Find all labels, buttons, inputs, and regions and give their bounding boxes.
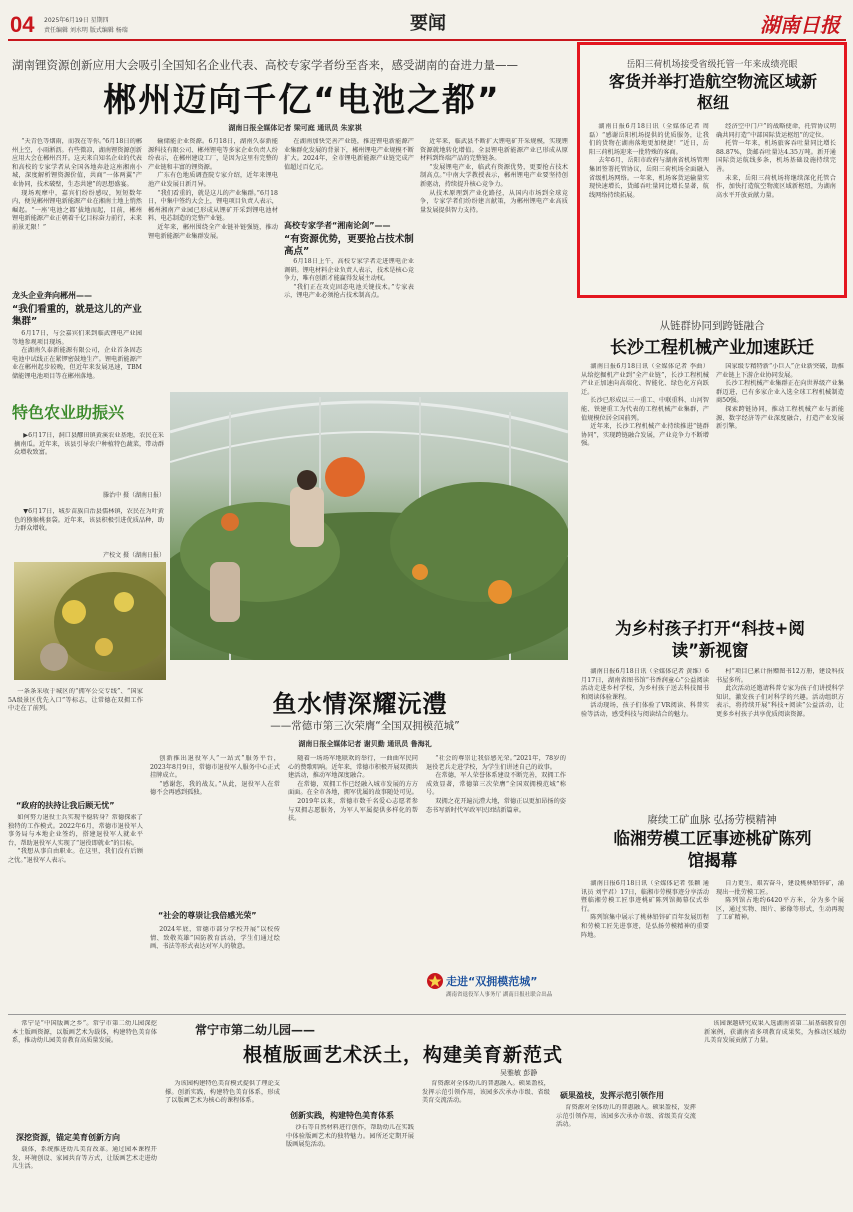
bottom-col2 xyxy=(165,1080,280,1206)
airport-title: 客货并举打造航空物流区域新枢纽 xyxy=(608,72,817,112)
lead-col3a xyxy=(284,138,414,218)
fruit-illustration xyxy=(14,562,166,680)
bottom-sub2: 创新实践，构建特色美育体系 xyxy=(290,1111,394,1120)
photo-caption2-text: ▼6月17日，城步苗族自治县儒林镇，农民在为叶黄色的猕猴桃套袋。近年来，该县积极引进优质品种，助力群众增收。 xyxy=(14,508,164,533)
bottom-kicker: 常宁市第二幼儿园—— xyxy=(195,1023,316,1037)
fish-col4-p1: “社会的尊崇让我倍感光荣。”2021年，78岁的退役老兵走进学校，为学生们讲述自己的故事。 xyxy=(426,755,566,771)
museum-kicker: 赓续工矿血脉 弘扬劳模精神 xyxy=(647,814,777,826)
bottom-byline: 吴雅敏 彭静 xyxy=(500,1069,538,1077)
lead-col3b xyxy=(284,258,414,388)
kids-col1 xyxy=(581,668,709,780)
lead-col1b xyxy=(12,330,142,390)
airport-col2-p1: 经济空中门户”的战略使命，托管协议明确共同打造“中部国际货运枢纽”的定位。 xyxy=(716,123,836,139)
kids-col2-p2: 此次活动还邀请科普专家为孩子们讲授科学知识，激发孩子们对科学的兴趣。活动组织方表示，将持续开展“科技+阅读”公益活动，让更多乡村孩子共享优质阅读资源。 xyxy=(716,685,844,718)
lead-sub1 xyxy=(12,290,142,328)
greenhouse-illustration xyxy=(170,392,568,660)
fish-sub2: “社会的尊崇让我倍感光荣” xyxy=(158,911,257,920)
photo-credit1: 滕治中 摄（湖南日报） xyxy=(103,492,165,499)
fish-col2-p2: “感谢您，我的战友。”从此，退役军人在常德不会再感到孤独。 xyxy=(150,780,280,797)
bottom-sub1: 深挖资源，锚定美育创新方向 xyxy=(16,1133,120,1142)
kids-col1-p1: 湖南日报6月18日讯（全媒体记者 黄维）6月17日，湖南省图书馆“书香润童心”公益阅读活动走进乡村学校，为乡村孩子送去科技图书和阅读体验课程。 xyxy=(581,668,709,701)
fish-col1-p1: 一条条采收于城区的“拥军公交专线”、“国家5A级景区优先入口”等标志，让常德在双拥工作中走在了前列。 xyxy=(8,688,143,713)
bottom-col4 xyxy=(422,1080,550,1206)
fish-col3-p2: 在常德，双拥工作已经融入城市发展的方方面面。在全市各地，拥军优属的故事随处可见。 xyxy=(288,780,418,797)
lead-col1-p2: 现场观摩中，嘉宾们纷纷感叹，短短数年内，便见郴州锂电新能源产业在湘南土地上悄然崛起。“一座‘电池之都’拔地而起，目前，郴州锂电新能源产业正朝着千亿目标奋力前行，未来前景无限！” xyxy=(12,189,142,231)
lead-col3-p1: 在湖南加快完善产业链，推进锂电新能源产业集群化发展的背景下，郴州锂电产业规模不断扩大。2024年，全市锂电新能源产业链完成产值超过百亿元。 xyxy=(284,138,414,171)
lead-byline: 湖南日报全媒体记者 梁可庭 通讯员 朱家祺 xyxy=(228,124,362,132)
machinery-col1 xyxy=(581,363,709,563)
museum-col1-p2: 陈列馆集中展示了桃林铅锌矿百年发展历程和劳模工匠先进事迹，是弘扬劳模精神的重要阵地。 xyxy=(581,914,709,939)
machinery-col2-p1: 国家级专精特新“小巨人”企业新突破，助推产业链上下游企业协同发展。 xyxy=(716,363,844,379)
airport-col2-p2: 托管一年来，机场旅客吞吐量同比增长88.87%，货邮吞吐量达4.35万吨。新开通国际货运航线多条，机场基础设施持续完善。 xyxy=(716,140,836,173)
greenhouse-photo xyxy=(170,392,568,660)
bottom-sub3: 硕果盈枝，发挥示范引领作用 xyxy=(560,1091,664,1100)
airport-col1 xyxy=(589,123,709,293)
photo-caption1-text: ▶6月17日，洞口县醪田镇黄溪农业基地，农民在采摘南瓜。近年来，该县引导农户种植特色蔬菜，带动群众增收致富。 xyxy=(14,432,164,457)
lead-col4-p2: “发展锂电产业，临武有资源优势，更要抢占技术制高点。”中南大学教授表示，郴州锂电产业要坚持创新驱动，持续提升核心竞争力。 xyxy=(420,163,568,188)
machinery-col1-p3: 近年来，长沙工程机械产业持续推进“链群协同”，实现跨链融合发展，产业竞争力不断增强。 xyxy=(581,423,709,448)
bottom-col1 xyxy=(12,1020,157,1130)
lead-col4-p3: 从技术原理到产业化路径，从国内市场到全球竞争，专家学者们纷纷建言献策，为郴州锂电产业高质量发展提供智力支持。 xyxy=(420,189,568,214)
kids-col1-p2: 活动现场，孩子们体验了VR阅读、科普实验等活动，感受科技与阅读结合的魅力。 xyxy=(581,702,709,718)
lead-col1-p1: “天青色等烟雨，而我在等你。”6月18日的郴州上空，小雨淅沥。有些微凉，湖南锂资源创新应用大会在郴州召开。这天来自知名企业的代表和高校的专家学者从全国各地奔赴这座湘南小城，深度解析锂资源价值，共商“一体两翼”产业协同，技术破壁，生态共建”的思想盛宴。 xyxy=(12,138,142,188)
kids-col2-p1: 村“项目已累计捐赠图书12万册，建设科技书屋多所。 xyxy=(716,668,844,684)
lead-title: 郴州迈向千亿“电池之都” xyxy=(103,80,501,119)
section-title: 要闻 xyxy=(410,13,446,34)
bottom-col4-p1: 沙石等自然材料进行创作，帮助幼儿在实践中体验版画艺术的独特魅力。园所还定期开展版画展览活动。 xyxy=(286,1124,414,1149)
newspaper-logo: 湖南日报 xyxy=(760,13,840,37)
bottom-rule xyxy=(8,1014,846,1015)
lead-col3-p3: 6月18日上午，高校专家学者走进锂电企业调研。锂电材料企业负责人表示，技术是核心竞争力，唯有创新才能赢得发展主动权。 xyxy=(284,258,414,283)
museum-col2 xyxy=(716,880,844,996)
bottom-col6-p0: 育资源对全体幼儿的普惠融入。硕果盈枝，发挥示范引领作用，该园多次承办市级、省级美育交流活动。 xyxy=(556,1104,696,1129)
machinery-col1-p1: 湖南日报6月18日讯（全媒体记者 李曲）从给挖掘机产业到“全产业链”，长沙工程机械产业正加速向高端化、智能化、绿色化方向跃迁。 xyxy=(581,363,709,396)
photo-title xyxy=(12,400,167,430)
airport-col1-p2: 去年6月，岳阳市政府与湖南省机场管理集团签署托管协议，岳阳三荷机场全面融入省级机场网络。一年来，机场客货运输量实现快速增长，货邮吞吐量同比增长显著，航线网络持续拓展。 xyxy=(589,157,709,199)
lead-col4 xyxy=(420,138,568,388)
fruit-photo xyxy=(14,562,166,680)
lead-sub1-kicker: 龙头企业奔向郴州—— xyxy=(12,291,92,300)
lead-col1b-p2: 在湖南久泰新能源有限公司，企业首条固态电池中试线正在紧锣密鼓地生产。锂电新能源产业在郴州起步较晚，但近年来发展迅速，TBM储能锂电池项目等在郴州落地。 xyxy=(12,347,142,380)
machinery-title: 长沙工程机械产业加速跃迁 xyxy=(610,338,814,358)
fish-subtitle: ——常德市第三次荣膺“全国双拥模范城” xyxy=(270,720,460,732)
bottom-title: 根植版画艺术沃土，构建美育新范式 xyxy=(242,1044,563,1066)
museum-col2-p1: 自力更生、艰苦奋斗，建设桃林铅锌矿，涌现出一批劳模工匠。 xyxy=(716,880,844,896)
banner-sub: 湖南省退役军人事务厅 湖南日报社联合出品 xyxy=(446,992,553,998)
fish-col1 xyxy=(8,688,143,800)
bottom-col6-p1: 该园课题研究成果入选湖南省第二届基础教育创新案例，获湖南省多项教育成果奖，为推动区域幼儿美育发展贡献了力量。 xyxy=(704,1020,846,1045)
lead-col1b-p1: 6月17日，与会嘉宾们来到临武锂电产业园等地参观项目现场。 xyxy=(12,330,142,346)
lead-sub1-title: “我们看重的，就是这儿的产业集群” xyxy=(12,304,142,327)
bottom-col3 xyxy=(286,1124,414,1206)
photo-caption1 xyxy=(14,432,164,488)
fish-col2-p4: 2024年底，常德市部分学校开展“以校传情、致敬英雄”国防教育活动，学生们通过绘画、书法等形式表达对军人的敬意。 xyxy=(150,926,280,951)
lead-col1 xyxy=(12,138,142,288)
airport-box xyxy=(577,42,847,298)
fish-byline: 湖南日报全媒体记者 谢贝勤 通讯员 鲁海礼 xyxy=(298,740,432,748)
fish-col3-p1: 随着一场场军地联欢的举行，一曲曲军民同心的赞歌唱响。近年来，常德市积极开展双拥共建活动，推动军地深度融合。 xyxy=(288,755,418,780)
fish-col4 xyxy=(426,755,566,965)
masthead-rule xyxy=(8,39,846,41)
airport-col2 xyxy=(716,123,836,293)
photo-feature-title: 特色农业助振兴 xyxy=(12,403,125,422)
lead-col2-p3: “我们看重的，就是这儿的产业集群。”6月18日，中集中签约大会上，锂电项目负责人表示，郴州湘南产业园已形成从锂矿开采到锂电池材料、电芯制造的完整产业链。 xyxy=(148,189,278,223)
machinery-col2-p3: 探索跨链协同，推动工程机械产业与新能源、数字经济等产业深度融合，打造产业发展新引擎。 xyxy=(716,405,844,431)
bottom-col3-p1: 为该园构建特色美育模式提供了理论支撑。创新实践，构建特色美育体系，形成了以版画艺术为核心的课程体系。 xyxy=(165,1080,280,1105)
kids-title: 为乡村孩子打开“科技+阅读”新视窗 xyxy=(615,619,805,660)
bottom-col1b xyxy=(12,1146,157,1206)
double-support-banner xyxy=(426,970,566,1004)
fish-col3-p3: 2019年以来，常德市数千名爱心志愿者参与双拥志愿服务，为军人军属提供多样化的帮扶。 xyxy=(288,797,418,823)
machinery-col2 xyxy=(716,363,844,563)
fish-col2b xyxy=(150,926,280,1014)
lead-col2-p1: 输储能企业资源。6月18日，湖南久泰新能源科技有限公司、郴州锂电等多家企业负责人纷纷表示，在郴州建设工厂，是因为这里有完整的产业链和丰富的锂资源。 xyxy=(148,138,278,171)
page-number: 04 xyxy=(10,12,35,37)
banner-title: 走进“双拥模范城” xyxy=(446,975,538,988)
lead-sub2-kicker: 高校专家学者“湘南论剑”—— xyxy=(284,221,391,230)
kids-col2 xyxy=(716,668,844,780)
bottom-col5 xyxy=(556,1104,696,1206)
lead-col3-p4: “我们正在攻克固态电池关键技术。”专家表示，锂电产业必须抢占技术制高点。 xyxy=(284,283,414,300)
fish-col1b xyxy=(8,814,143,1014)
bottom-col2-p1: 载体，系统推进幼儿美育改革。通过园本课程开发、环境创设、家园共育等方式，让版画艺术走进幼儿生活。 xyxy=(12,1146,157,1171)
lead-sub2 xyxy=(284,220,414,258)
lead-col4-p1: 近年来，临武县不断扩大锂电矿开采规模，实现锂资源就地转化增值。全县锂电新能源产业已形成从原材料到终端产品的完整链条。 xyxy=(420,138,568,163)
editor-line: 责任编辑 刘水明 版式编辑 杨瑞 xyxy=(44,27,128,34)
photo-credit2: 产校文 摄（湖南日报） xyxy=(103,552,165,559)
machinery-col2-p2: 长沙工程机械产业集群正在向世界级产业集群迈进，已有多家企业入选全球工程机械制造商50强。 xyxy=(716,380,844,405)
fish-col2-p1: 创新推出退役军人“一站式”服务平台，2023年8月9日，常德市退役军人服务中心正式挂牌成立。 xyxy=(150,755,280,780)
badge-icon xyxy=(426,972,444,990)
museum-col2-p2: 陈列馆占地约6420平方米，分为多个展区，通过实物、图片、影像等形式，生动再现了工矿精神。 xyxy=(716,897,844,922)
fish-col1-p3: “我想从事自由职业。在这里，我们没有后顾之忧。”退役军人表示。 xyxy=(8,848,143,864)
airport-kicker: 岳阳三荷机场接受省级托管一年来成绩亮眼 xyxy=(626,60,798,70)
machinery-kicker: 从链群协同到跨链融合 xyxy=(659,320,765,332)
fish-title: 鱼水情深耀沅澧 xyxy=(272,689,448,718)
lead-col2 xyxy=(148,138,278,388)
lead-kicker: 湖南锂资源创新应用大会吸引全国知名企业代表、高校专家学者纷至沓来，感受湖南的奋进力量—— xyxy=(12,58,518,72)
museum-col1-p1: 湖南日报6月18日讯（全媒体记者 张颖 通讯员 刘宇君）17日，临湘市劳模事迹分享活动暨临湘劳模工匠事迹桃矿陈列馆揭幕仪式举行。 xyxy=(581,880,709,913)
museum-title: 临湘劳模工匠事迹桃矿陈列馆揭幕 xyxy=(613,829,812,870)
airport-col2-p3: 未来，岳阳三荷机场将继续深化托管合作，加快打造航空物流区域新枢纽，为湖南高水平开放贡献力量。 xyxy=(716,174,836,199)
photo-caption2 xyxy=(14,508,164,548)
machinery-col1-p2: 长沙已形成以三一重工、中联重科、山河智能、铁建重工为代表的工程机械产业集群，产值规模位居全国前列。 xyxy=(581,397,709,422)
masthead xyxy=(8,6,846,38)
lead-col2-p2: 广东有色地质调查院专家介绍，近年来锂电池产业发展日新月异。 xyxy=(148,172,278,188)
fish-col1-p2: 如何努力退役士兵实现平稳转身？常德探索了独特的工作模式。2022年6月，常德市退役军人事务局与本地企业签约，搭建退役军人就业平台，帮助退役军人实现了“退役即就业”的目标。 xyxy=(8,814,143,847)
lead-col2-p4: 近年来，郴州围绕全产业链补链强链，推动锂电新能源产业集群发展。 xyxy=(148,223,278,240)
bottom-col5-p1: 育资源对全体幼儿的普惠融入。硕果盈枝，发挥示范引领作用，该园多次承办市级、省级美育交流活动。 xyxy=(422,1080,550,1105)
fish-col3 xyxy=(288,755,418,1005)
fish-col2 xyxy=(150,755,280,905)
date-line: 2025年6月19日 星期四 xyxy=(44,17,109,24)
lead-sub2-title: “有资源优势，更要抢占技术制高点” xyxy=(284,234,414,257)
bottom-col1-p1: 常宁是“中国版画之乡”。常宁市第二幼儿园深挖本土版画资源，以版画艺术为载体，构建特色美育体系，推动幼儿园美育教育高质量发展。 xyxy=(12,1020,157,1045)
bottom-col6 xyxy=(704,1020,846,1206)
fish-col4-p3: 双拥之花开遍沅澧大地，常德正以更加昂扬的姿态书写新时代军政军民团结新篇章。 xyxy=(426,797,566,814)
fish-col4-p2: 在常德，军人荣誉体系建设不断完善，双拥工作成效显著，常德第三次荣膺“全国双拥模范城”称号。 xyxy=(426,772,566,797)
airport-col1-p1: 湖南日报6月18日讯（全媒体记者 周磊）“感谢岳阳机场提供的优质服务，让我们的货物在湖南落地更加便捷！”近日，岳阳三荷机场迎来一批特殊的客商。 xyxy=(589,123,709,156)
museum-col1 xyxy=(581,880,709,996)
fish-sub1: “政府的扶持让我后顾无忧” xyxy=(16,801,115,810)
